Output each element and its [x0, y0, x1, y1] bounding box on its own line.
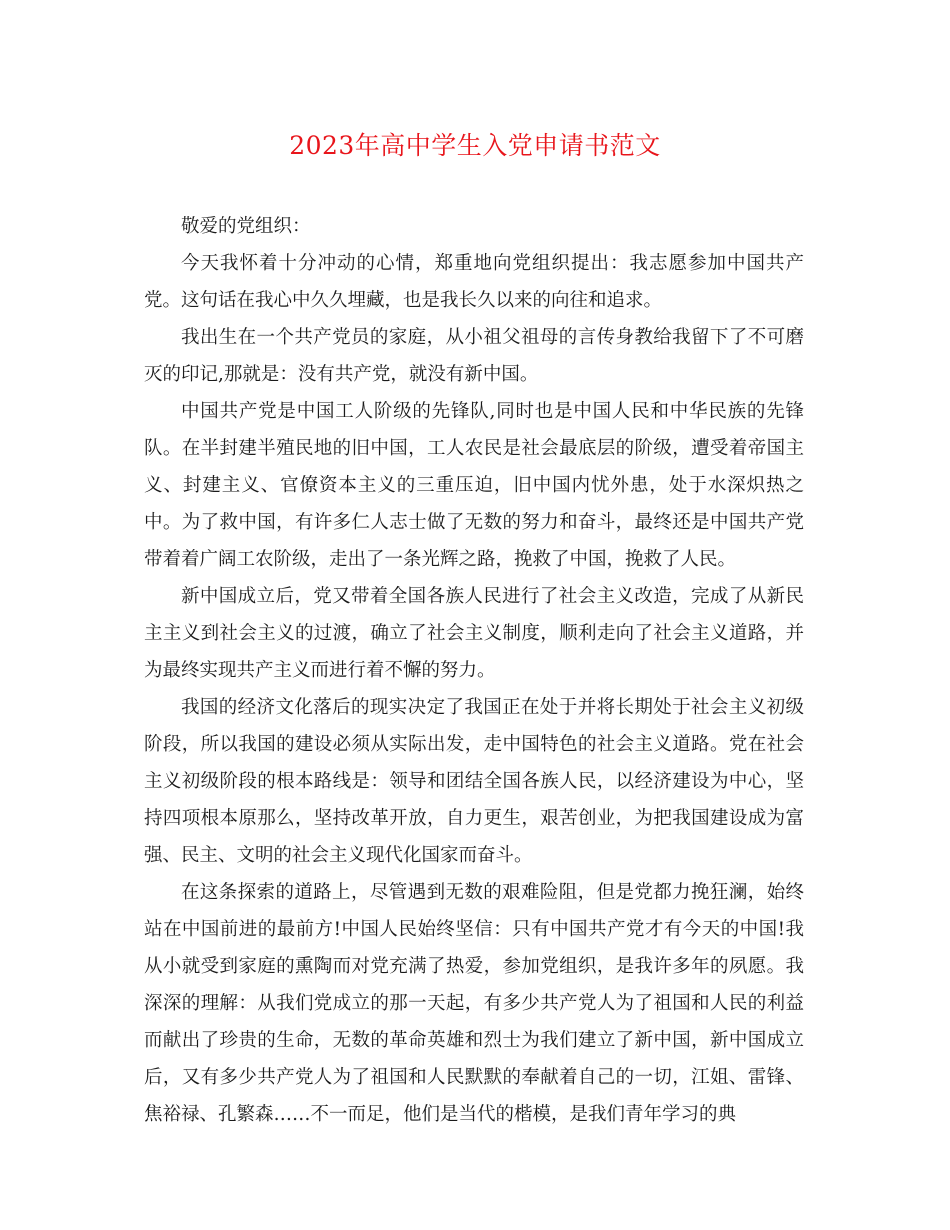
paragraph-4: 新中国成立后，党又带着全国各族人民进行了社会主义改造，完成了从新民主主义到社会主义的过渡，确立了社会主义制度，顺利走向了社会主义道路，并为最终实现共产主义而进行着不懈的努力。 — [144, 586, 804, 681]
paragraph-5: 我国的经济文化落后的现实决定了我国正在处于并将长期处于社会主义初级阶段，所以我国的建设必须从实际出发，走中国特色的社会主义道路。党在社会主义初级阶段的根本路线是：领导和团结全国各族人民，以经济建设为中心，坚持四项根本原那么，坚持改革开放，自力更生，艰苦创业，为把我国建设成为富强、民主、文明的社会主义现代化国家而奋斗。 — [144, 697, 804, 866]
paragraph-3: 中国共产党是中国工人阶级的先锋队,同时也是中国人民和中华民族的先锋队。在半封建半殖民地的旧中国，工人农民是社会最底层的阶级，遭受着帝国主义、封建主义、官僚资本主义的三重压迫，旧中国内忧外患，处于水深炽热之中。为了救中国，有许多仁人志士做了无数的努力和奋斗，最终还是中国共产党带着着广阔工农阶级，走出了一条光辉之路，挽救了中国，挽救了人民。 — [144, 401, 804, 570]
document-body — [144, 208, 804, 1133]
paragraph-1: 今天我怀着十分冲动的心情，郑重地向党组织提出：我志愿参加中国共产党。这句话在我心中久久埋藏，也是我长久以来的向往和追求。 — [144, 253, 804, 311]
document-title: 2023年高中学生入党申请书范文 — [289, 131, 661, 160]
salutation: 敬爱的党组织： — [181, 216, 311, 237]
paragraph-6: 在这条探索的道路上，尽管遇到无数的艰难险阻，但是党都力挽狂澜，始终站在中国前进的最前方!中国人民始终坚信：只有中国共产党才有今天的中国!我从小就受到家庭的熏陶而对党充满了热爱，参加党组织，是我许多年的夙愿。我深深的理解：从我们党成立的那一天起，有多少共产党人为了祖国和人民的利益而献出了珍贵的生命，无数的革命英雄和烈士为我们建立了新中国，新中国成立后，又有多少共产党人为了祖国和人民默默的奉献着自己的一切，江姐、雷锋、焦裕禄、孔繁森……不一而足，他们是当代的楷模，是我们青年学习的典 — [144, 882, 804, 1125]
paragraph-2: 我出生在一个共产党员的家庭，从小祖父祖母的言传身教给我留下了不可磨灭的印记,那就是：没有共产党，就没有新中国。 — [144, 327, 804, 385]
